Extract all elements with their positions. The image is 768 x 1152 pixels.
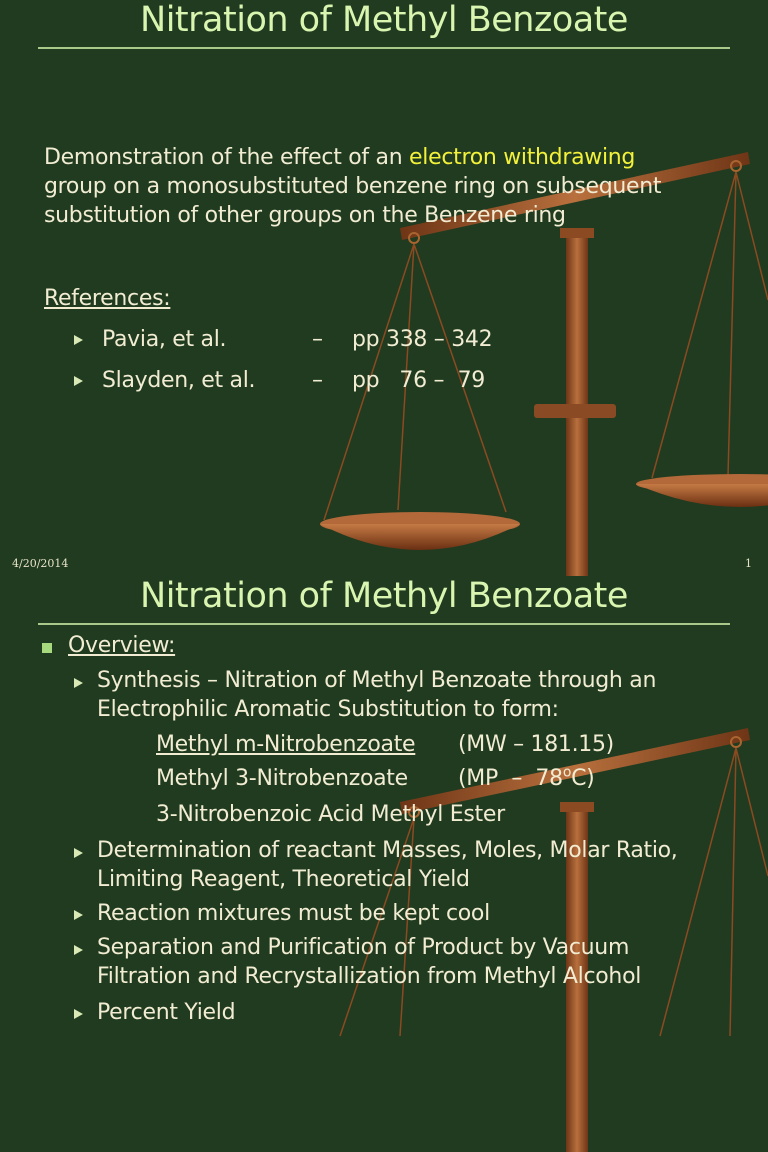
melting-point-unit: C): [571, 766, 595, 791]
intro-line-1: [44, 143, 635, 172]
reference-pages: pp 338 – 342: [352, 327, 493, 352]
product-name-1: Methyl m-Nitrobenzoate: [156, 732, 416, 757]
arrow-bullet-icon: [74, 678, 83, 688]
intro-text: Demonstration of the effect of an: [44, 145, 410, 170]
slide-number: 1: [745, 557, 752, 570]
reference-pages: pp 76 – 79: [352, 368, 485, 393]
title-divider: [38, 623, 730, 625]
references-heading: References:: [44, 286, 171, 311]
degree-symbol: o: [562, 764, 572, 781]
synthesis-line-1: Synthesis – Nitration of Methyl Benzoate through an: [97, 668, 657, 693]
percent-yield-bullet: Percent Yield: [97, 1000, 236, 1025]
determination-line-2: Limiting Reagent, Theoretical Yield: [97, 867, 470, 892]
product-name-3: 3-Nitrobenzoic Acid Methyl Ester: [156, 802, 505, 827]
overview-heading: Overview:: [68, 633, 176, 658]
title-divider: [38, 47, 730, 49]
arrow-bullet-icon: [74, 1009, 83, 1019]
arrow-bullet-icon: [74, 376, 83, 386]
separation-line-2: Filtration and Recrystallization from Methyl Alcohol: [97, 964, 642, 989]
product-name-2: Methyl 3-Nitrobenzoate: [156, 766, 408, 791]
highlight-text: electron withdrawing: [409, 145, 636, 170]
slide-date: 4/20/2014: [12, 557, 69, 570]
square-bullet-icon: [42, 643, 52, 653]
reference-dash: –: [312, 368, 323, 393]
arrow-bullet-icon: [74, 910, 83, 920]
separation-line-1: Separation and Purification of Product by Vacuum: [97, 935, 630, 960]
intro-line-2: group on a monosubstituted benzene ring on subsequent: [44, 174, 662, 199]
cool-bullet: Reaction mixtures must be kept cool: [97, 901, 490, 926]
slide-title: Nitration of Methyl Benzoate: [140, 576, 628, 616]
reference-dash: –: [312, 327, 323, 352]
arrow-bullet-icon: [74, 335, 83, 345]
melting-point-value: (MP – 78: [458, 766, 563, 791]
product-molecular-weight: (MW – 181.15): [458, 732, 614, 757]
determination-line-1: Determination of reactant Masses, Moles, Molar Ratio,: [97, 838, 678, 863]
slide-2: [0, 576, 768, 1152]
reference-author: Slayden, et al.: [102, 368, 256, 393]
product-melting-point: [458, 764, 594, 793]
arrow-bullet-icon: [74, 848, 83, 858]
reference-author: Pavia, et al.: [102, 327, 227, 352]
slide-title: Nitration of Methyl Benzoate: [140, 0, 628, 40]
arrow-bullet-icon: [74, 945, 83, 955]
intro-line-3: substitution of other groups on the Benzene ring: [44, 203, 566, 228]
synthesis-line-2: Electrophilic Aromatic Substitution to form:: [97, 697, 559, 722]
